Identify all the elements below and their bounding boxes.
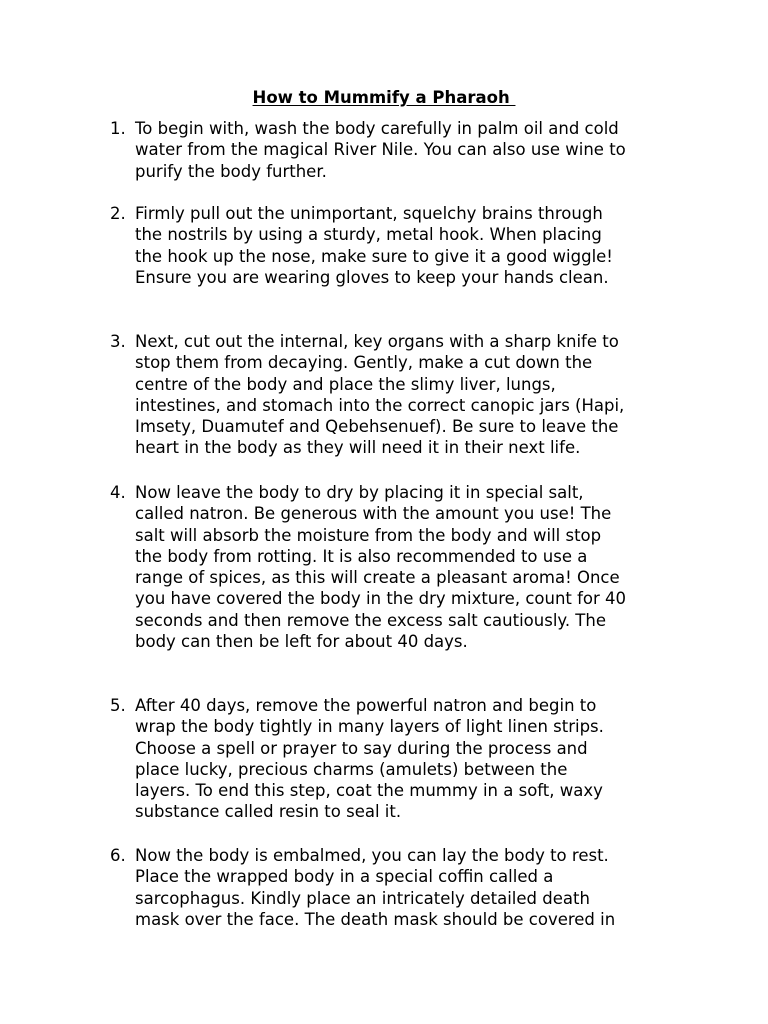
step-line: Imsety, Duamutef and Qebehsenuef). Be sure to leave the (135, 417, 619, 437)
step-line: centre of the body and place the slimy liver, lungs, (135, 374, 556, 394)
step-number: 2. (110, 204, 126, 223)
document-title-text: How to Mummify a Pharaoh (252, 88, 516, 107)
step-text (135, 845, 695, 930)
step-text (135, 695, 695, 823)
step-line: called natron. Be generous with the amount you use! The (135, 504, 612, 524)
step-line: body can then be left for about 40 days. (135, 632, 468, 652)
step-line: purify the body further. (135, 161, 327, 181)
step-line: Now the body is embalmed, you can lay the body to rest. (135, 846, 609, 865)
step-line: the nostrils by using a sturdy, metal hook. When placing (135, 225, 602, 245)
step-line: Ensure you are wearing gloves to keep your hands clean. (135, 267, 609, 287)
step-line: Firmly pull out the unimportant, squelchy brains through (135, 204, 603, 223)
step-line: place lucky, precious charms (amulets) between the (135, 759, 568, 779)
step-text (135, 482, 695, 652)
step-text (135, 331, 695, 459)
step-line: After 40 days, remove the powerful natron and begin to (135, 696, 597, 715)
step-line: Place the wrapped body in a special coffin called a (135, 867, 554, 887)
step-line: mask over the face. The death mask should be covered in (135, 909, 616, 929)
step-line: layers. To end this step, coat the mummy in a soft, waxy (135, 781, 603, 801)
step-line: range of spices, as this will create a pleasant aroma! Once (135, 568, 620, 588)
step-line: Choose a spell or prayer to say during the process and (135, 738, 588, 758)
step-number: 5. (110, 696, 126, 715)
step-line: substance called resin to seal it. (135, 802, 402, 822)
step-number: 3. (110, 332, 126, 351)
step-line: Next, cut out the internal, key organs with a sharp knife to (135, 332, 619, 351)
step-line: intestines, and stomach into the correct canopic jars (Hapi, (135, 395, 625, 415)
step-text (135, 203, 695, 288)
step-text (135, 118, 695, 182)
step-number: 1. (110, 119, 126, 138)
step-line: wrap the body tightly in many layers of light linen strips. (135, 717, 604, 737)
step-line: you have covered the body in the dry mixture, count for 40 (135, 589, 627, 609)
step-line: the body from rotting. It is also recommended to use a (135, 546, 588, 566)
step-line: seconds and then remove the excess salt cautiously. The (135, 610, 606, 630)
step-line: Now leave the body to dry by placing it in special salt, (135, 483, 584, 502)
document-title (0, 87, 768, 109)
step-line: the hook up the nose, make sure to give it a good wiggle! (135, 246, 613, 266)
step-line: heart in the body as they will need it in their next life. (135, 438, 581, 458)
step-line: water from the magical River Nile. You can also use wine to (135, 140, 626, 160)
step-line: To begin with, wash the body carefully in palm oil and cold (135, 119, 619, 138)
step-line: sarcophagus. Kindly place an intricately detailed death (135, 888, 590, 908)
step-number: 6. (110, 846, 126, 865)
step-line: salt will absorb the moisture from the body and will stop (135, 525, 602, 545)
step-line: stop them from decaying. Gently, make a cut down the (135, 353, 593, 373)
step-number: 4. (110, 483, 126, 502)
